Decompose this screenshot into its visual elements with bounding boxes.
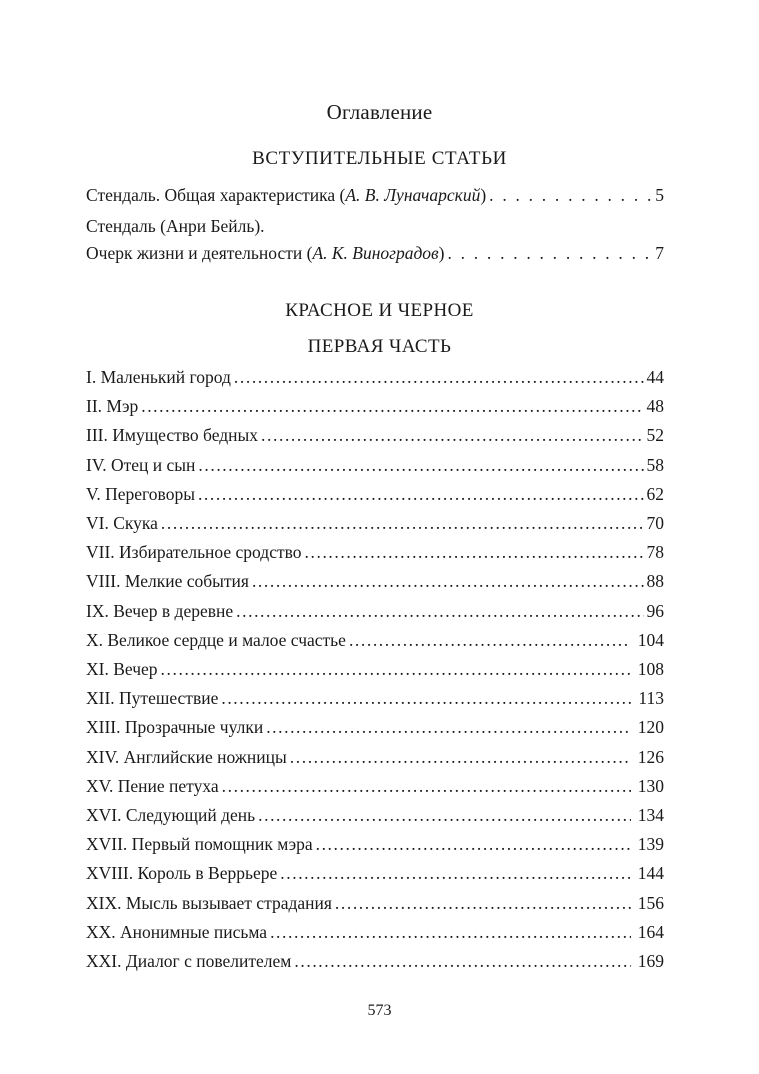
chapter-title: I. Маленький город bbox=[86, 367, 231, 387]
leader-dots bbox=[316, 832, 631, 856]
chapter-title: XIX. Мысль вызывает страдания bbox=[86, 893, 332, 913]
chapter-page-number: 144 bbox=[637, 863, 664, 883]
entry-title: Очерк жизни и деятельности (А. К. Виноградов) bbox=[86, 243, 445, 263]
chapter-title: II. Мэр bbox=[86, 396, 139, 416]
chapter-title: XIV. Английские ножницы bbox=[86, 747, 287, 767]
chapter-page-number: 169 bbox=[637, 951, 664, 971]
chapter-entry bbox=[86, 715, 664, 739]
chapter-entry bbox=[86, 628, 664, 652]
leader-dots bbox=[447, 241, 652, 265]
chapter-entry bbox=[86, 569, 664, 593]
leader-dots bbox=[161, 657, 631, 681]
chapter-entry bbox=[86, 774, 664, 798]
chapter-title: V. Переговоры bbox=[86, 484, 195, 504]
entry-author: А. К. Виноградов bbox=[312, 243, 439, 263]
leader-dots bbox=[198, 482, 644, 506]
leader-dots bbox=[489, 183, 652, 207]
chapter-page-number: 48 bbox=[646, 396, 664, 416]
chapter-page-number: 44 bbox=[646, 367, 664, 387]
chapter-page-number: 139 bbox=[637, 834, 664, 854]
chapter-page-number: 120 bbox=[637, 717, 664, 737]
leader-dots bbox=[335, 891, 631, 915]
chapter-page-number: 108 bbox=[637, 659, 664, 679]
chapter-entry bbox=[86, 453, 664, 477]
chapter-entry bbox=[86, 657, 664, 681]
chapter-title: VIII. Мелкие события bbox=[86, 571, 249, 591]
toc-title: Оглавление bbox=[326, 100, 433, 124]
chapter-entry bbox=[86, 394, 664, 418]
chapter-page-number: 156 bbox=[637, 893, 664, 913]
intro-heading: ВСТУПИТЕЛЬНЫЕ СТАТЬИ bbox=[252, 148, 507, 169]
chapter-title: VI. Скука bbox=[86, 513, 158, 533]
chapter-page-number: 52 bbox=[646, 425, 664, 445]
chapter-title: X. Великое сердце и малое счастье bbox=[86, 630, 346, 650]
chapter-title: XII. Путешествие bbox=[86, 688, 219, 708]
chapter-entry bbox=[86, 832, 664, 856]
leader-dots bbox=[290, 745, 631, 769]
chapter-entry bbox=[86, 540, 664, 564]
leader-dots bbox=[270, 920, 631, 944]
part-heading: ПЕРВАЯ ЧАСТЬ bbox=[307, 336, 452, 357]
chapter-entry bbox=[86, 861, 664, 885]
chapter-page-number: 164 bbox=[637, 922, 664, 942]
chapter-page-number: 96 bbox=[646, 601, 664, 621]
chapter-entry bbox=[86, 745, 664, 769]
chapter-page-number: 113 bbox=[638, 688, 664, 708]
chapter-title: VII. Избирательное сродство bbox=[86, 542, 302, 562]
chapter-page-number: 62 bbox=[646, 484, 664, 504]
leader-dots bbox=[349, 628, 631, 652]
leader-dots bbox=[261, 423, 643, 447]
leader-dots bbox=[280, 861, 631, 885]
chapter-page-number: 58 bbox=[646, 455, 664, 475]
chapter-title: XVII. Первый помощник мэра bbox=[86, 834, 313, 854]
chapter-title: IV. Отец и сын bbox=[86, 455, 196, 475]
chapter-entry bbox=[86, 949, 664, 973]
leader-dots bbox=[252, 569, 644, 593]
entry-title: Стендаль. Общая характеристика (А. В. Луначарский) bbox=[86, 185, 487, 205]
chapter-page-number: 78 bbox=[646, 542, 664, 562]
leader-dots bbox=[221, 686, 631, 710]
chapter-title: XVIII. Король в Веррьере bbox=[86, 863, 278, 883]
chapter-entry bbox=[86, 423, 664, 447]
leader-dots bbox=[305, 540, 644, 564]
chapter-title: XIII. Прозрачные чулки bbox=[86, 717, 264, 737]
leader-dots bbox=[234, 365, 644, 389]
intro-entry bbox=[86, 183, 664, 207]
chapter-page-number: 104 bbox=[637, 630, 664, 650]
chapter-page-number: 134 bbox=[637, 805, 664, 825]
chapter-entry bbox=[86, 511, 664, 535]
chapter-page-number: 70 bbox=[646, 513, 664, 533]
leader-dots bbox=[236, 599, 643, 623]
leader-dots bbox=[141, 394, 643, 418]
leader-dots bbox=[294, 949, 631, 973]
chapter-title: IX. Вечер в деревне bbox=[86, 601, 234, 621]
chapter-entry bbox=[86, 599, 664, 623]
chapter-page-number: 130 bbox=[637, 776, 664, 796]
chapter-entry bbox=[86, 920, 664, 944]
intro-entry bbox=[86, 241, 664, 265]
chapter-entry bbox=[86, 365, 664, 389]
page-number: 573 bbox=[367, 1002, 392, 1019]
chapter-title: XXI. Диалог с повелителем bbox=[86, 951, 292, 971]
chapter-entry bbox=[86, 482, 664, 506]
leader-dots bbox=[161, 511, 644, 535]
chapter-page-number: 126 bbox=[637, 747, 664, 767]
entry-page-number: 7 bbox=[655, 243, 664, 263]
chapter-title: XX. Анонимные письма bbox=[86, 922, 268, 942]
chapter-title: XV. Пение петуха bbox=[86, 776, 219, 796]
leader-dots bbox=[266, 715, 631, 739]
novel-heading: КРАСНОЕ И ЧЕРНОЕ bbox=[285, 300, 474, 321]
chapter-entry bbox=[86, 891, 664, 915]
chapter-entry bbox=[86, 686, 664, 710]
chapter-title: III. Имущество бедных bbox=[86, 425, 259, 445]
entry-page-number: 5 bbox=[655, 185, 664, 205]
intro-entry-first-line: Стендаль (Анри Бейль). bbox=[86, 216, 265, 236]
chapter-title: XVI. Следующий день bbox=[86, 805, 256, 825]
leader-dots bbox=[258, 803, 631, 827]
entry-author: А. В. Луначарский bbox=[345, 185, 481, 205]
leader-dots bbox=[222, 774, 631, 798]
chapter-entry bbox=[86, 803, 664, 827]
chapter-page-number: 88 bbox=[646, 571, 664, 591]
leader-dots bbox=[198, 453, 643, 477]
chapter-title: XI. Вечер bbox=[86, 659, 158, 679]
